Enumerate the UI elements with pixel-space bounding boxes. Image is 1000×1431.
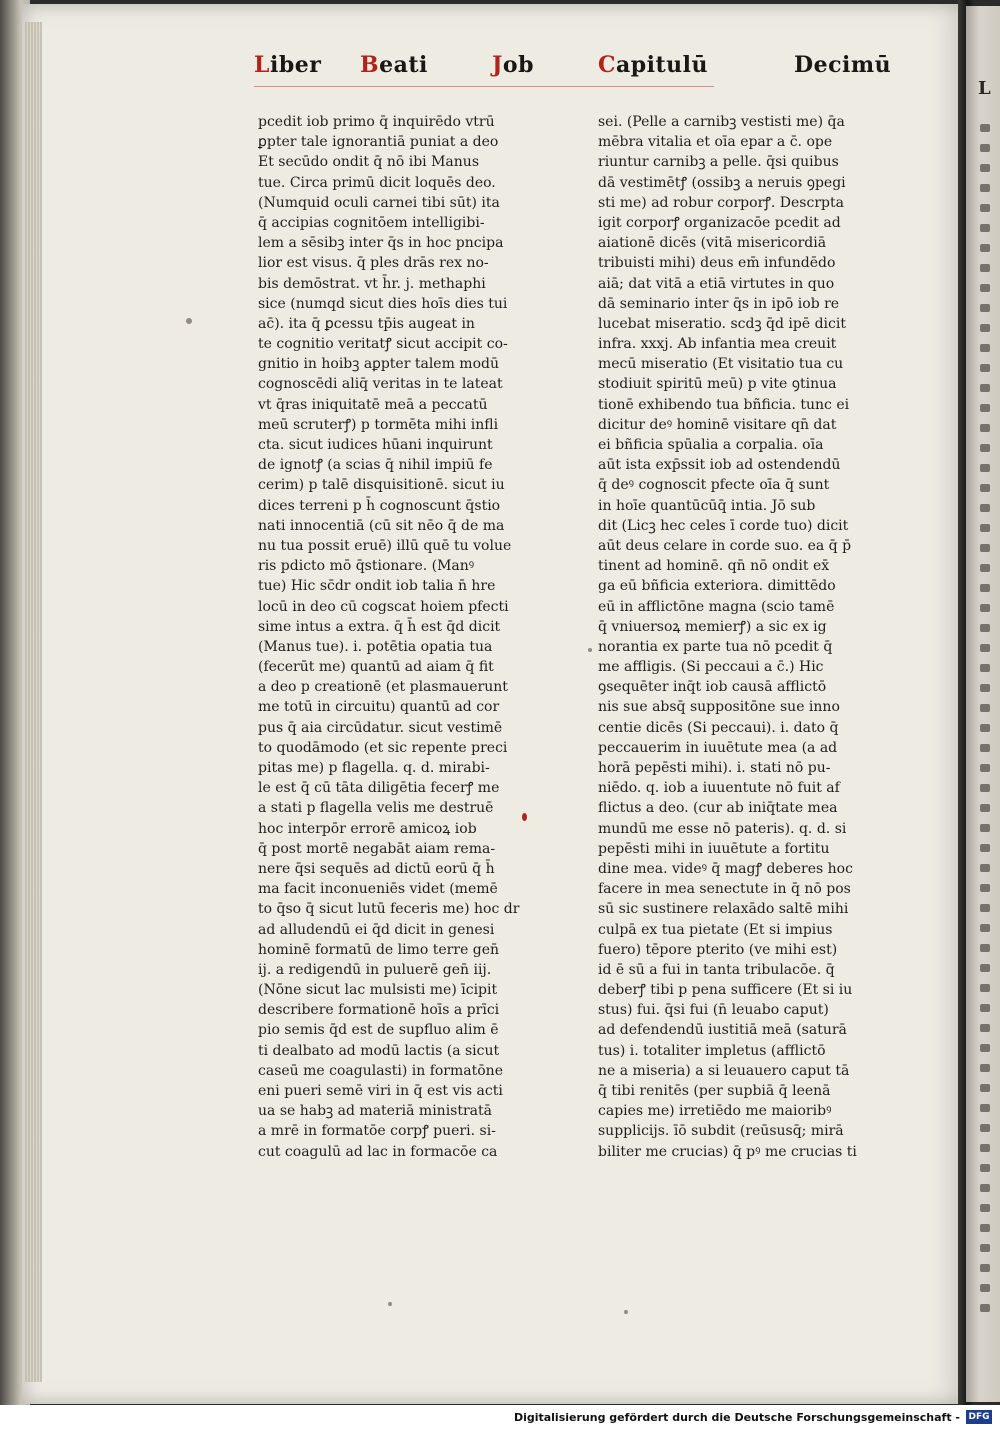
left-column-line: (Numquid oculi carnei tibi sūt) ita (258, 194, 500, 211)
facing-page-text-fragment (980, 404, 990, 412)
left-column-line: a stati p flagella velis me destruē (258, 800, 494, 817)
left-column-line: caseū me coagulasti) in formatōne (258, 1062, 503, 1079)
facing-page-text-fragment (980, 124, 990, 132)
facing-page-text-fragment (980, 564, 990, 572)
right-column-line: tribuisti mihi) deus em̄ infundēdo (598, 255, 836, 272)
facing-page-text-fragment (980, 1124, 990, 1132)
right-column-line: tionē exhibendo tua bñficia. tunc ei (598, 396, 850, 413)
header-word-decimum: Decimū (794, 52, 892, 78)
facing-page-text-fragment (980, 144, 990, 152)
facing-page-text-fragment (980, 324, 990, 332)
facing-page-fragment (966, 6, 1000, 1402)
facing-page-text-fragment (980, 524, 990, 532)
rubric-initial: J (492, 52, 503, 78)
right-column-line: mundū me esse nō pateris). q. d. si (598, 820, 847, 837)
right-column-line: pepēsti mihi in iuuētute a fortitu (598, 840, 830, 857)
right-column-line: mecū miseratio (Et visitatio tua cu (598, 356, 844, 373)
left-column-line: nere q̄si sequēs ad dictū eorū q̄ h̄ (258, 860, 495, 877)
right-column-line: norantia ex parte tua nō pcedit q̄ (598, 638, 833, 655)
facing-page-text-fragment (980, 684, 990, 692)
right-column-line: q̄ vniuersoꝝ memierꝭ) a sic ex ig (598, 618, 827, 635)
facing-page-text-fragment (980, 964, 990, 972)
facing-page-text-fragment (980, 184, 990, 192)
left-column-line: me totū in circuitu) quantū ad cor (258, 699, 500, 716)
left-column-line: describere formationē hoīs a prīci (258, 1002, 500, 1019)
right-column-line: ei bñficia spūalia a corpalia. oīa (598, 437, 824, 453)
header-red-rule (254, 86, 714, 87)
red-marginal-mark (522, 813, 527, 821)
right-column-line: eū in afflictōne magna (scio tamē (598, 598, 835, 615)
right-column-line: sti me) ad robur corporꝭ. Descrpta (598, 194, 844, 211)
facing-page-text-fragment (980, 484, 990, 492)
facing-page-text-fragment (980, 584, 990, 592)
right-column-line: ꝯsequēter inq̄t iob causā afflictō (598, 679, 827, 696)
facing-page-text-fragment (980, 704, 990, 712)
facing-page-text-fragment (980, 1224, 990, 1232)
right-column-line: capies me) irretiēdo me maioribꝰ (598, 1103, 832, 1120)
left-column-line: to q̄so q̄ sicut lutū feceris me) hoc dr (258, 901, 520, 918)
facing-page-text-fragment (980, 884, 990, 892)
facing-page-text-fragment (980, 204, 990, 212)
left-column-line: ij. a redigendū in puluerē gen̄ iij. (258, 961, 492, 978)
facing-page-initial: L (978, 78, 991, 99)
right-column-line: ne a miseria) a si leuauero caput tā (598, 1062, 850, 1079)
running-header (254, 52, 892, 88)
facing-page-text-fragment (980, 1164, 990, 1172)
facing-page-text-fragment (980, 764, 990, 772)
left-column-line: cta. sicut iudices hūani inquirunt (258, 437, 493, 453)
right-column-line: peccauerim in iuuētute mea (a ad (598, 739, 838, 756)
left-column-line: nu tua possit eruē) illū quē tu volue (258, 537, 512, 554)
left-column-line: nati innocentiā (cū sit nēo q̄ de ma (258, 517, 505, 534)
right-column-line: aiationē dicēs (vitā misericordiā (598, 235, 827, 252)
facing-page-text-fragment (980, 1204, 990, 1212)
left-column-line: ma facit inconueniēs videt (memē (258, 881, 498, 898)
right-column-line: supplicijs. īō subdit (reūsusq̄; mirā (598, 1123, 844, 1140)
right-column-line: fuero) tēpore pterito (ve mihi est) (598, 941, 838, 958)
header-word-beati (360, 52, 428, 78)
right-column-line: ad defendendū iustitiā meā (saturā (598, 1022, 847, 1039)
right-column-line: dā vestimētꝭ (ossibꝫ a neruis ꝯpegi (598, 174, 846, 191)
left-column-line: a deo p creationē (et plasmauerunt (258, 679, 508, 696)
facing-page-text-fragment (980, 984, 990, 992)
left-column-line: pitas me) p flagella. q. d. mirabi- (258, 760, 490, 776)
right-column-line: deberꝭ tibi p pena sufficere (Et si iu (598, 982, 853, 999)
left-column-line: ac̄). ita q̄ ꝑcessu tp̄is augeat in (258, 315, 475, 332)
right-column-line: horā pepēsti mihi). i. stati nō pu- (598, 760, 831, 776)
left-column-line: ti dealbato ad modū lactis (a sicut (258, 1042, 500, 1059)
left-column-line: cut coagulū ad lac in formacōe ca (258, 1143, 498, 1160)
facing-page-text-fragment (980, 944, 990, 952)
facing-page-text-fragment (980, 264, 990, 272)
facing-page-text-fragment (980, 444, 990, 452)
left-column-line: meū scruterꝭ) p tormēta mihi infli (258, 416, 499, 433)
right-column-line: in hoīe quantūcūq̄ intia. Jō sub (598, 497, 816, 514)
facing-page-text-fragment (980, 1064, 990, 1072)
paper-spot (588, 648, 592, 652)
facing-page-text-fragment (980, 284, 990, 292)
left-column-line: dices terreni p h̄ cognoscunt q̄stio (258, 497, 501, 514)
right-column-line: riuntur carnibꝫ a pelle. q̄si quibus (598, 154, 839, 171)
text-column-right (598, 112, 880, 1162)
left-column-line: (fecerūt me) quantū ad aiam q̄ fit (258, 659, 494, 676)
facing-page-text-fragment (980, 1084, 990, 1092)
right-column-line: igit corporꝭ organizacōe pcedit ad (598, 214, 841, 231)
right-column-line: nis sue absq̄ suppositōne sue inno (598, 699, 840, 716)
right-column-line: culpā ex tua pietate (Et si impius (598, 921, 833, 938)
right-column-line: dit (Licꝫ hec celes ī corde tuo) dicit (598, 517, 849, 534)
left-column-line: te cognitio veritatꝭ sicut accipit co- (258, 336, 508, 353)
left-column-line: tue) Hic sc̄dr ondit iob talia n̄ hre (258, 578, 496, 595)
left-column-line: pus q̄ aia circūdatur. sicut vestimē (258, 719, 503, 736)
left-column-line: Et secūdo ondit q̄ nō ibi Manus (258, 154, 479, 171)
right-column-line: mēbra vitalia et oīa epar a c̄. ope (598, 134, 833, 151)
header-word-beati-rest: eati (379, 52, 428, 78)
right-column-line: flictus a deo. (cur ab iniq̄tate mea (598, 800, 838, 817)
header-word-liber (254, 52, 321, 78)
paper-spot (186, 318, 192, 324)
left-column-line: ꝑpter tale ignorantiā puniat a deo (258, 134, 499, 151)
right-column-line: q̄ tibi renitēs (per supbiā q̄ leenā (598, 1083, 831, 1099)
facing-page-text-fragment (980, 604, 990, 612)
left-column-line: q̄ post mortē negabāt aiam rema- (258, 840, 496, 857)
left-column-line: lem a sēsibꝫ inter q̄s in hoc pncipa (258, 235, 504, 252)
left-column-line: pcedit iob primo q̄ inquirēdo vtrū (258, 114, 495, 130)
facing-page-text-fragment (980, 1104, 990, 1112)
left-column-line: eni pueri semē viri in q̄ est vis acti (258, 1083, 503, 1099)
facing-page-text-fragment (980, 464, 990, 472)
left-column-line: to quodāmodo (et sic repente preci (258, 739, 508, 756)
right-column-line: facere in mea senectute in q̄ nō pos (598, 881, 851, 898)
left-column-line: tue. Circa primū dicit loquēs deo. (258, 174, 496, 191)
right-column-line: dine mea. videꝰ q̄ magꝭ deberes hoc (598, 860, 853, 877)
paper-spot (388, 1302, 392, 1306)
right-column-line: infra. xxxj. Ab infantia mea creuit (598, 336, 837, 353)
facing-page-text-fragment (980, 1284, 990, 1292)
left-column-line: sime intus a extra. q̄ h̄ est q̄d dicit (258, 618, 501, 635)
page-stack-edges (24, 22, 42, 1382)
left-column-line: lior est visus. q̄ ples drās rex no- (258, 255, 489, 272)
rubric-initial: L (254, 52, 270, 78)
left-column-line: pio semis q̄d est de supfluo alim ē (258, 1022, 499, 1039)
right-column-line: niēdo. q. iob a iuuentute nō fuit af (598, 780, 840, 797)
right-column-line: biliter me crucias) q̄ pꝰ me crucias ti (598, 1143, 857, 1160)
left-column-line: (Manus tue). i. potētia opatia tua (258, 638, 493, 655)
left-column-line: locū in deo cū cogscat hoiem pfecti (258, 598, 509, 615)
right-column-line: sū sic sustinere relaxādo saltē mihi (598, 901, 849, 918)
left-column-line: q̄ accipias cognitōem intelligibi- (258, 214, 485, 231)
facing-page-text-fragment (980, 344, 990, 352)
facing-page-text-fragment (980, 424, 990, 432)
facing-page-text-fragment (980, 784, 990, 792)
right-column-line: tinent ad hominē. qn̄ nō ondit ex̄ (598, 558, 830, 575)
facing-page-text-fragment (980, 544, 990, 552)
left-column-line: ris pdicto mō q̄stionare. (Manꝰ (258, 558, 475, 575)
facing-page-text-fragment (980, 1264, 990, 1272)
left-column-line: hominē formatū de limo terre gen̄ (258, 941, 500, 958)
facing-page-text-fragment (980, 744, 990, 752)
right-column-line: aiā; dat vitā a etiā virtutes in quo (598, 275, 835, 292)
facing-page-text-fragment (980, 804, 990, 812)
text-column-left (258, 112, 540, 1162)
left-column-line: sice (numqd sicut dies hoīs dies tui (258, 295, 508, 312)
facing-page-text-fragment (980, 1244, 990, 1252)
header-word-liber-rest: iber (269, 52, 322, 78)
left-column-line: gnitio in hoibꝫ aꝑpter talem modū (258, 356, 499, 373)
facing-page-text-fragment (980, 504, 990, 512)
facing-page-text-fragment (980, 224, 990, 232)
left-column-line: le est q̄ cū tāta diligētia fecerꝭ me (258, 780, 500, 797)
footer-credit: Digitalisierung gefördert durch die Deutsche Forschungsgemeinschaft - (513, 1411, 960, 1424)
facing-page-text-fragment (980, 824, 990, 832)
facing-page-text-fragment (980, 304, 990, 312)
right-column-line: dicitur deꝰ hominē visitare qn̄ dat (598, 416, 837, 433)
left-column-line: a mrē in formatōe corpꝭ pueri. si- (258, 1123, 496, 1140)
left-column-line: ad alludendū ei q̄d dicit in genesi (258, 921, 495, 938)
rubric-initial: B (360, 52, 380, 78)
right-column-line: q̄ deꝰ cognoscit pfecte oīa q̄ sunt (598, 477, 830, 494)
facing-page-text-fragment (980, 164, 990, 172)
header-word-job-rest: ob (502, 52, 534, 78)
facing-page-text-fragment (980, 1004, 990, 1012)
left-column-line: (Nōne sicut lac mulsisti me) īcipit (258, 982, 498, 999)
facing-page-text-fragment (980, 644, 990, 652)
facing-page-text-fragment (980, 1144, 990, 1152)
facing-page-text-fragment (980, 624, 990, 632)
facing-page-text-fragment (980, 864, 990, 872)
right-column-line: aūt ista exp̄ssit iob ad ostendendū (598, 457, 841, 474)
left-column-line: cognoscēdi aliq̄ veritas in te lateat (258, 376, 503, 393)
right-column-line: lucebat miseratio. scdꝫ q̄d ipē dicit (598, 315, 846, 332)
digitization-footer (0, 1405, 1000, 1431)
right-column-line: ga eū bñficia exteriora. dimittēdo (598, 578, 836, 595)
right-column-line: dā seminario inter q̄s in ipō iob re (598, 295, 840, 312)
facing-page-text-fragment (980, 1304, 990, 1312)
left-column-line: vt q̄ras iniquitatē meā a peccatū (258, 396, 488, 413)
facing-page-text-fragment (980, 1024, 990, 1032)
right-column-line: stodiuit spiritū meū) p vite ꝯtinua (598, 376, 837, 393)
dfg-logo: DFG (966, 1410, 992, 1424)
facing-page-text-fragment (980, 364, 990, 372)
right-column-line: me affligis. (Si peccaui a c̄.) Hic (598, 659, 824, 676)
right-column-line: tus) i. totaliter impletus (afflictō (598, 1042, 826, 1059)
right-column-line: id ē sū a fui in tanta tribulacōe. q̄ (598, 961, 835, 978)
header-word-capitulum (598, 52, 708, 78)
facing-page-text-fragment (980, 1044, 990, 1052)
paper-spot (624, 1310, 628, 1314)
left-column-line: ua se habꝫ ad materiā ministratā (258, 1103, 492, 1120)
left-column-line: hoc interpōr errorē amicoꝝ iob (258, 820, 477, 837)
right-column-line: aūt deus celare in corde suo. ea q̄ p̄ (598, 537, 852, 554)
right-column-line: centie dicēs (Si peccaui). i. dato q̄ (598, 719, 839, 736)
header-word-job (492, 52, 534, 78)
facing-page-text-fragment (980, 904, 990, 912)
left-column-line: de ignotꝭ (a scias q̄ nihil impiū fe (258, 457, 493, 474)
facing-page-text-fragment (980, 1184, 990, 1192)
facing-page-text-fragment (980, 384, 990, 392)
facing-page-text-fragment (980, 924, 990, 932)
right-column-line: sei. (Pelle a carnibꝫ vestisti me) q̄a (598, 114, 845, 130)
left-column-line: bis demōstrat. vt h̄r. j. methaphi (258, 275, 486, 292)
rubric-initial: C (598, 52, 617, 78)
left-column-line: cerim) p talē disquisitionē. sicut iu (258, 477, 505, 494)
facing-page-text-fragment (980, 844, 990, 852)
facing-page-text-fragment (980, 664, 990, 672)
header-word-capitulum-rest: apitulū (616, 52, 709, 78)
facing-page-text-fragment (980, 724, 990, 732)
right-column-line: stus) fui. q̄si fui (n̄ leuabo caput) (598, 1002, 829, 1019)
facing-page-text-fragment (980, 244, 990, 252)
